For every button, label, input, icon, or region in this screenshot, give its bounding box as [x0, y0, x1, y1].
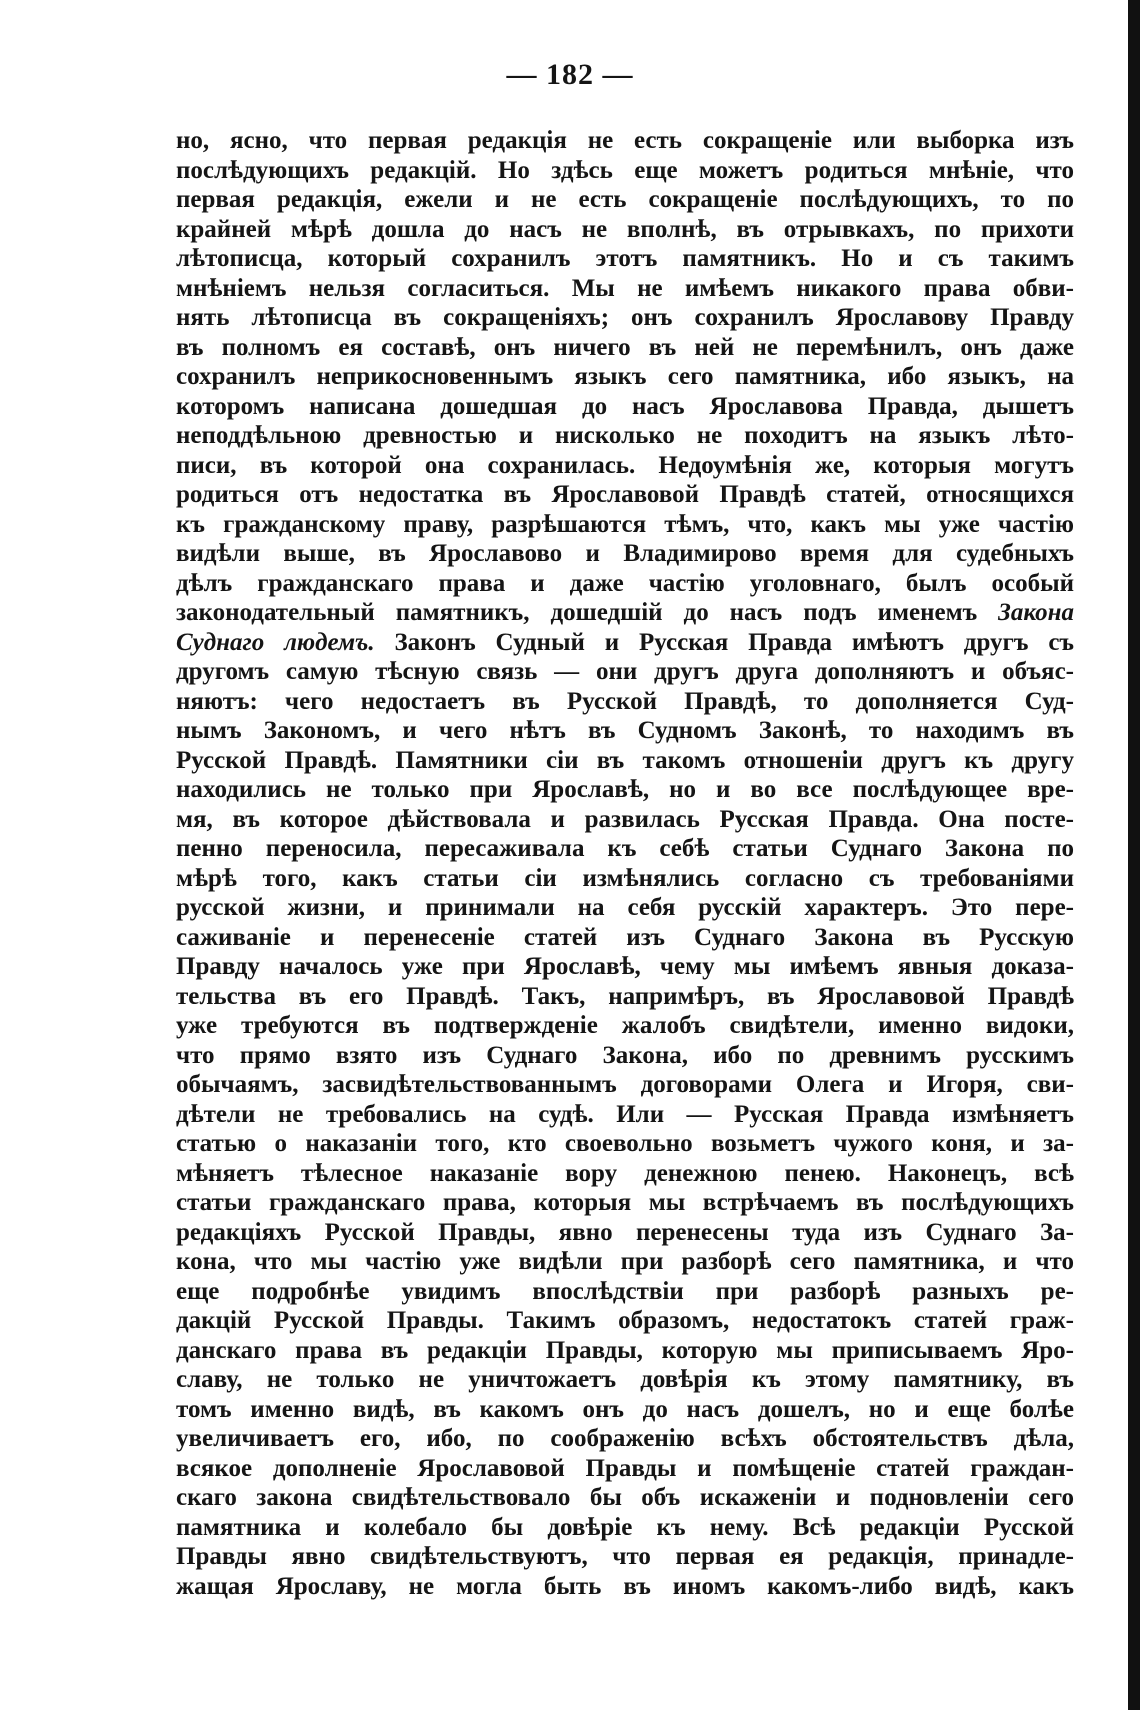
text-line: мѣрѣ того, какъ статьи сіи измѣнялись согласно съ требованіями: [176, 864, 1074, 892]
text-line: родиться отъ недостатка въ Ярославовой Правдѣ статей, относящихся: [176, 481, 1074, 508]
text-line: неподдѣльною древностью и нисколько не походитъ на языкъ лѣто-: [176, 422, 1074, 449]
text-line: находились не только при Ярославѣ, но и во все послѣдующее вре-: [176, 776, 1074, 803]
text-line: уже требуются въ подтвержденіе жалобъ свидѣтели, именно видоки,: [176, 1012, 1074, 1039]
text-line: но, ясно, что первая редакція не есть сокращеніе или выборка изъ: [176, 127, 1074, 154]
text-line: тельства въ его Правдѣ. Такъ, напримѣръ, въ Ярославовой Правдѣ: [176, 982, 1074, 1010]
text-line: сохранилъ неприкосновеннымъ языкъ сего памятника, ибо языкъ, на: [176, 363, 1074, 390]
text-line: скаго закона свидѣтельствовало бы объ искаженіи и подновленіи сего: [176, 1484, 1074, 1511]
text-line: статьи гражданскаго права, которыя мы встрѣчаемъ въ послѣдующихъ: [176, 1189, 1074, 1216]
text-line: пенно переносила, пересаживала къ себѣ статьи Суднаго Закона по: [176, 835, 1074, 862]
text-line: данскаго права въ редакціи Правды, которую мы приписываемъ Яро-: [176, 1336, 1074, 1364]
text-line: саживаніе и перенесеніе статей изъ Суднаго Закона въ Русскую: [176, 923, 1074, 951]
text-line: Правду началось уже при Ярославѣ, чему мы имѣемъ явныя доказа-: [176, 953, 1074, 980]
italic-phrase: Суднаго людемъ.: [176, 628, 375, 656]
text-line: обычаямъ, засвидѣтельствованнымъ договорами Олега и Игоря, сви-: [176, 1071, 1074, 1098]
text-line: славу, не только не уничтожаетъ довѣрія къ этому памятнику, въ: [176, 1366, 1074, 1393]
text-line: Русской Правдѣ. Памятники сіи въ такомъ отношеніи другъ къ другу: [176, 746, 1074, 774]
text-line: дѣтели не требовались на судѣ. Или — Русская Правда измѣняетъ: [176, 1100, 1074, 1128]
text-line: Правды явно свидѣтельствуютъ, что первая ея редакція, принадле-: [176, 1543, 1074, 1570]
text-line: нять лѣтописца въ сокращеніяхъ; онъ сохранилъ Ярославову Правду: [176, 304, 1074, 331]
text-line: [176, 598, 1074, 628]
text-line: памятника и колебало бы довѣріе къ нему. Всѣ редакціи Русской: [176, 1513, 1074, 1541]
text-line: нымъ Закономъ, и чего нѣтъ въ Судномъ Законѣ, то находимъ въ: [176, 717, 1074, 744]
text-line: крайней мѣрѣ дошла до насъ не вполнѣ, въ отрывкахъ, по прихоти: [176, 215, 1074, 243]
body-text: [176, 126, 1074, 1601]
text-line: первая редакція, ежели и не есть сокращеніе послѣдующихъ, то по: [176, 186, 1074, 213]
text-line: мнѣніемъ нельзя согласиться. Мы не имѣемъ никакого права обви-: [176, 274, 1074, 302]
text-line: няютъ: чего недостаетъ въ Русской Правдѣ, то дополняется Суд-: [176, 687, 1074, 715]
text-line: кона, что мы частію уже видѣли при разборѣ сего памятника, и что: [176, 1248, 1074, 1275]
text-line: еще подробнѣе увидимъ впослѣдствіи при разборѣ разныхъ ре-: [176, 1277, 1074, 1305]
text-line: всякое дополненіе Ярославовой Правды и помѣщеніе статей граждан-: [176, 1454, 1074, 1482]
text-segment: Законъ Судный и Русская Правда имѣютъ другъ съ: [374, 628, 1074, 656]
text-line: редакціяхъ Русской Правды, явно перенесены туда изъ Суднаго За-: [176, 1218, 1074, 1246]
text-line: видѣли выше, въ Ярославово и Владимирово время для судебныхъ: [176, 540, 1074, 567]
page-number: — 182 —: [506, 58, 634, 91]
text-line: къ гражданскому праву, разрѣшаются тѣмъ, что, какъ мы уже частію: [176, 510, 1074, 538]
text-line: жащая Ярославу, не могла быть въ иномъ какомъ-либо видѣ, какъ: [176, 1572, 1074, 1600]
italic-phrase: Закона: [998, 599, 1074, 626]
text-line: статью о наказаніи того, кто своевольно возьметъ чужого коня, и за-: [176, 1130, 1074, 1157]
text-line: въ полномъ ея составѣ, онъ ничего въ ней не перемѣнилъ, онъ даже: [176, 333, 1074, 361]
scan-edge: [1128, 0, 1140, 1710]
text-line: которомъ написана дошедшая до насъ Ярославова Правда, дышетъ: [176, 392, 1074, 420]
text-line: мѣняетъ тѣлесное наказаніе вору денежною пенею. Наконецъ, всѣ: [176, 1159, 1074, 1187]
text-line: мя, въ которое дѣйствовала и развилась Русская Правда. Она посте-: [176, 805, 1074, 833]
text-line: что прямо взято изъ Суднаго Закона, ибо по древнимъ русскимъ: [176, 1041, 1074, 1069]
text-line: [176, 628, 1074, 658]
text-segment: законодательный памятникъ, дошедшій до насъ подъ именемъ: [176, 599, 999, 626]
text-line: писи, въ которой она сохранилась. Недоумѣнія же, которыя могутъ: [176, 451, 1074, 479]
text-line: дакцій Русской Правды. Такимъ образомъ, недостатокъ статей граж-: [176, 1307, 1074, 1334]
text-line: увеличиваетъ его, ибо, по соображенію всѣхъ обстоятельствъ дѣла,: [176, 1425, 1074, 1452]
text-line: лѣтописца, который сохранилъ этотъ памятникъ. Но и съ такимъ: [176, 245, 1074, 272]
text-line: дѣлъ гражданскаго права и даже частію уголовнаго, былъ особый: [176, 569, 1074, 597]
text-line: русской жизни, и принимали на себя русскій характеръ. Это пере-: [176, 894, 1074, 921]
text-line: томъ именно видѣ, въ какомъ онъ до насъ дошелъ, но и еще болѣе: [176, 1395, 1074, 1423]
text-line: послѣдующихъ редакцій. Но здѣсь еще можетъ родиться мнѣніе, что: [176, 156, 1074, 184]
text-line: другомъ самую тѣсную связь — они другъ друга дополняютъ и объяс-: [176, 658, 1074, 685]
